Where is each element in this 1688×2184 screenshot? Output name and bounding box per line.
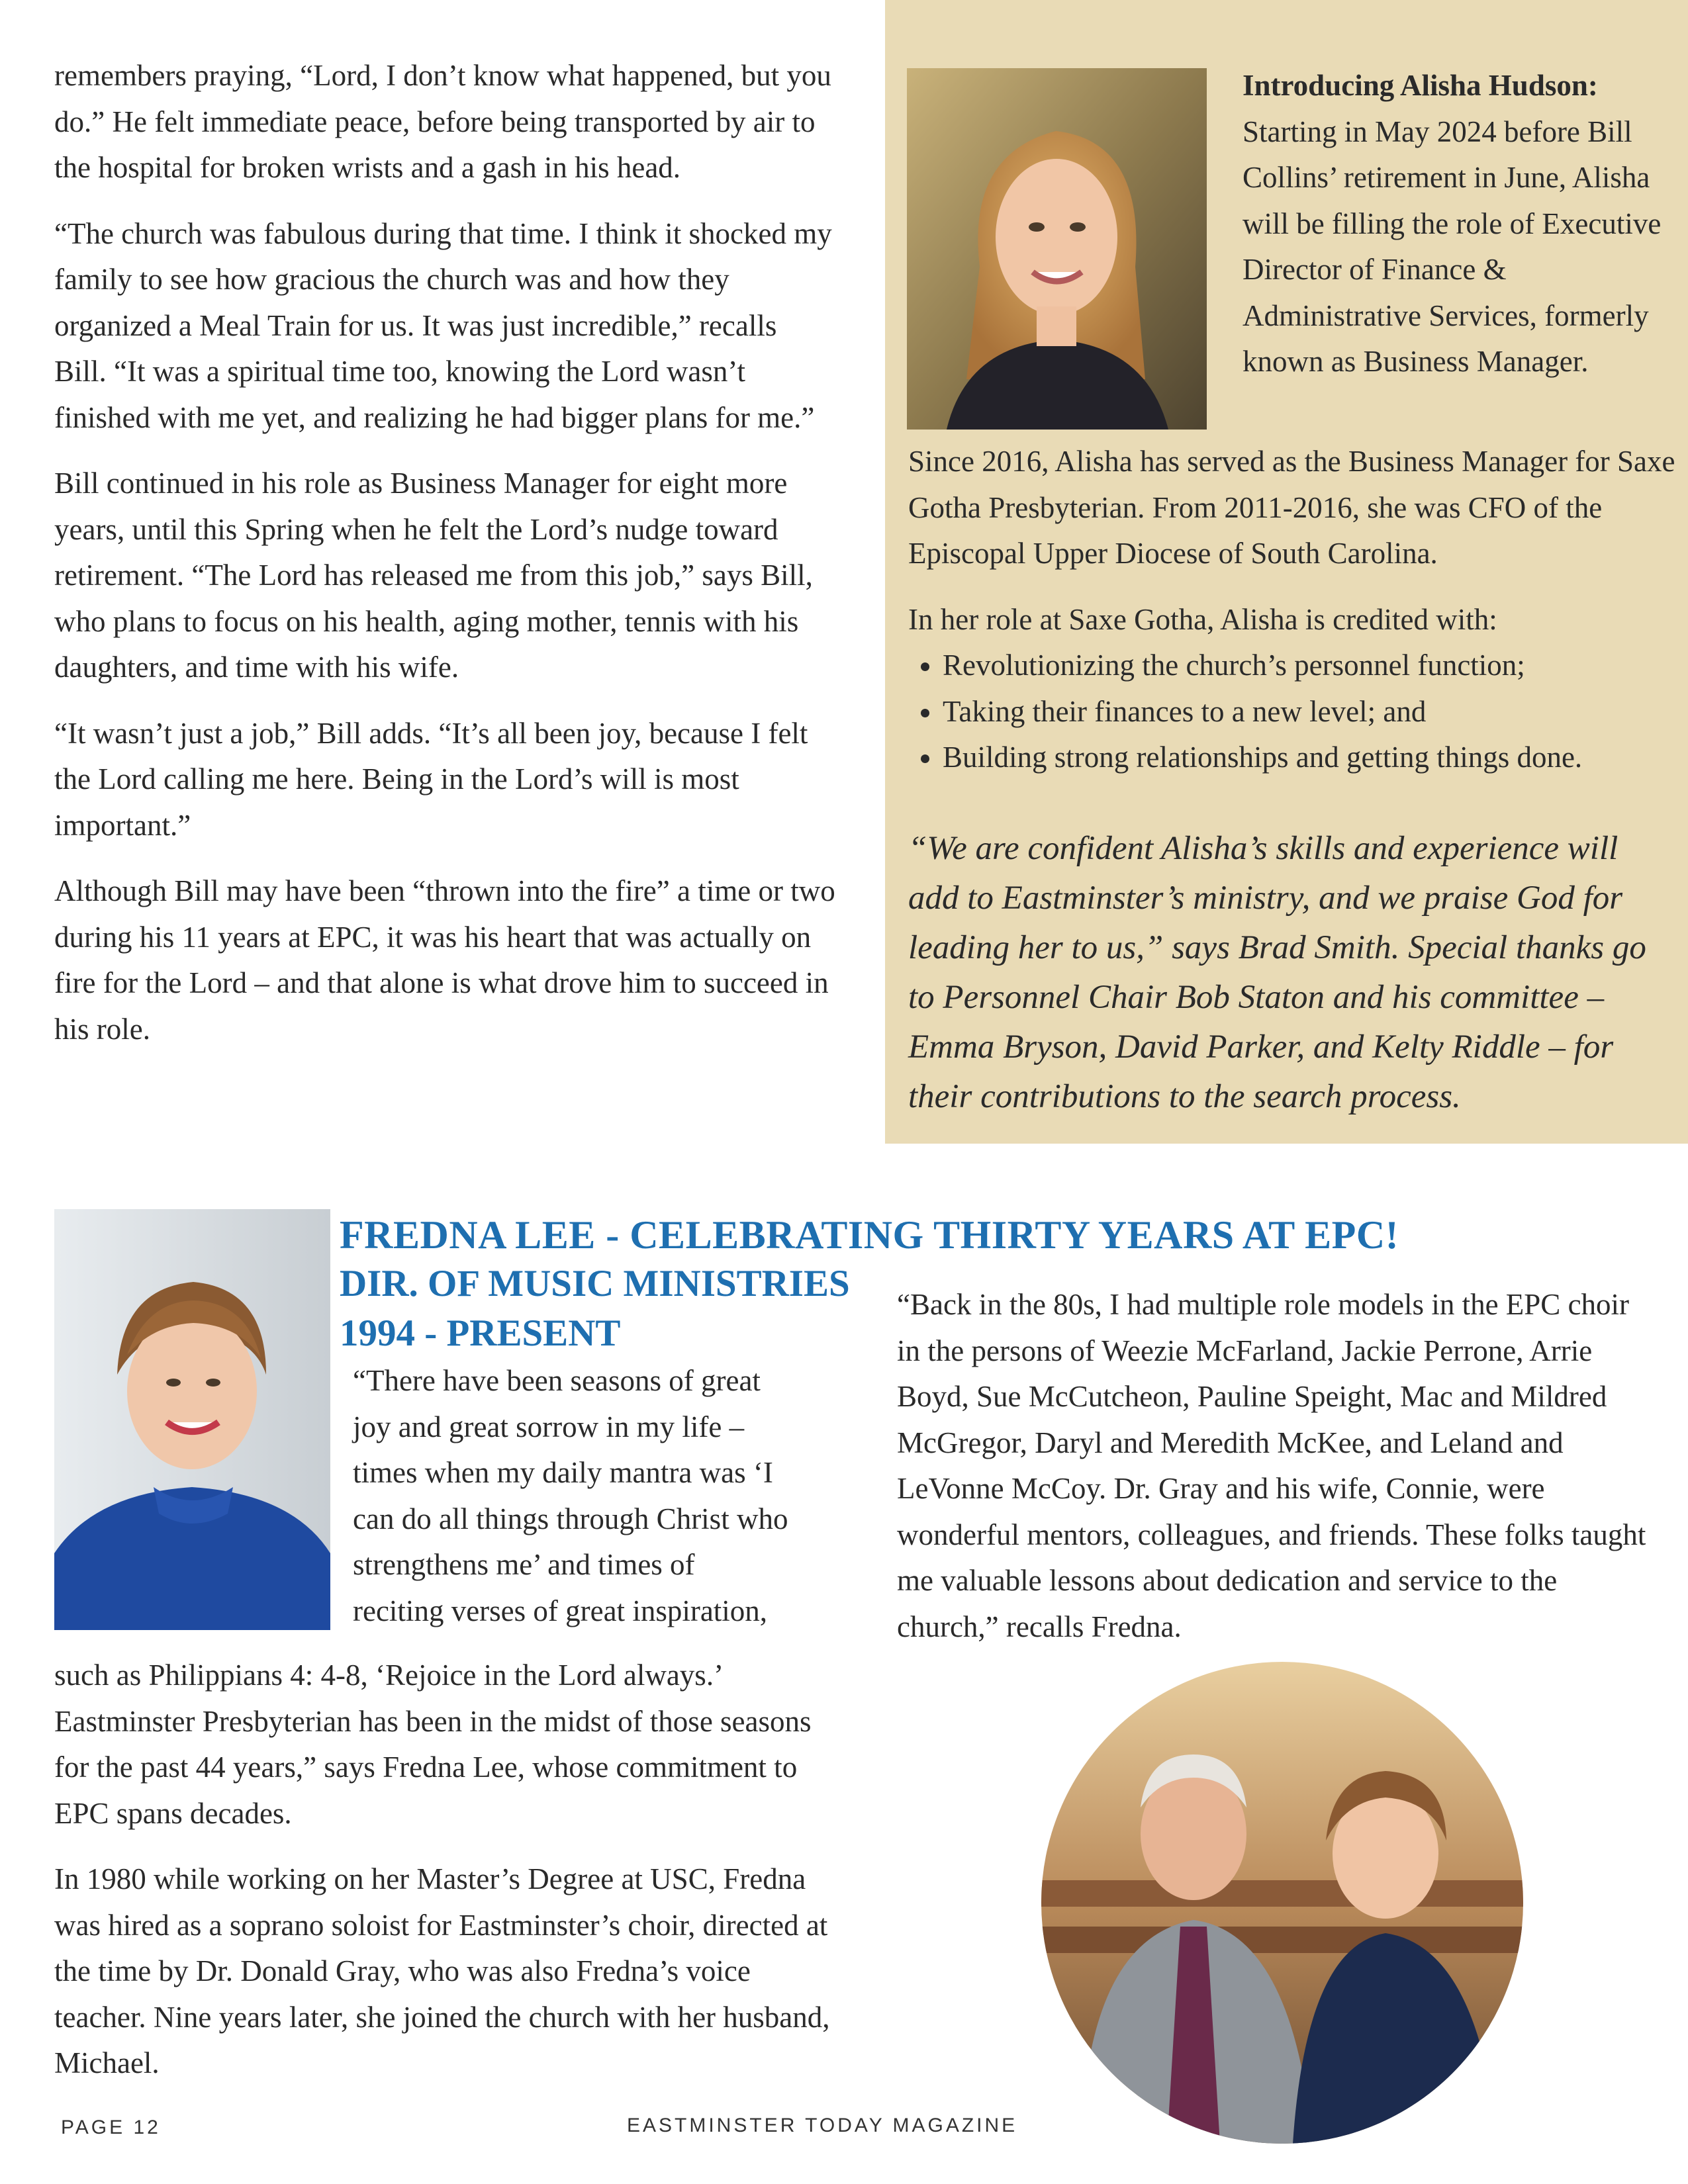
bill-article-column <box>54 53 835 1072</box>
article-paragraph: Bill continued in his role as Business Manager for eight more years, until this Spring when he felt the Lord’s nudge toward retirement. “The Lord has released me from this job,” says Bill, who plans to focus on his health, aging mother, tennis with his daughters, and time with his wife. <box>54 467 813 684</box>
article-paragraph: In 1980 while working on her Master’s Degree at USC, Fredna was hired as a soprano soloist for Eastminster’s choir, directed at the time by Dr. Donald Gray, who was also Fredna’s voice teacher. Nine years later, she joined the church with her husband, Michael. <box>54 1862 830 2079</box>
sidebar-quote: “We are confident Alisha’s skills and experience will add to Eastminster’s ministry, and we praise God for leading her to us,” says Brad Smith. Special thanks go to Personnel Chair Bob Staton and his committee – Emma Bryson, David Parker, and Kelty Riddle – for their contributions to the search process. <box>908 830 1646 1115</box>
alisha-background-paragraph: Since 2016, Alisha has served as the Business Manager for Saxe Gotha Presbyterian. From 2011-2016, she was CFO of the Episcopal Upper Diocese of South Carolina. <box>908 445 1675 570</box>
article-paragraph: remembers praying, “Lord, I don’t know what happened, but you do.” He felt immediate peace, before being transported by air to the hospital for broken wrists and a gash in his head. <box>54 59 831 184</box>
article-paragraph: Although Bill may have been “thrown into the fire” a time or two during his 11 years at EPC, it was his heart that was actually on fire for the Lord – and that alone is what drove him to succeed in his role. <box>54 874 835 1046</box>
sidebar-intro-text: Starting in May 2024 before Bill Collins’ retirement in June, Alisha will be filling the role of Executive Director of Finance & Administrative Services, formerly known as Business Manager. <box>1243 114 1662 378</box>
list-item: • Building strong relationships and getting things done. <box>943 735 1676 781</box>
alisha-credits-list <box>908 643 1676 781</box>
fredna-lee-photo <box>54 1209 330 1630</box>
fredna-subtitle <box>340 1259 850 1358</box>
fredna-quote-wrap <box>353 1358 790 1654</box>
alisha-portrait-image <box>907 68 1207 430</box>
alisha-list-intro: In her role at Saxe Gotha, Alisha is credited with: <box>908 602 1497 636</box>
fredna-role: DIR. OF MUSIC MINISTRIES <box>340 1263 850 1304</box>
alisha-body <box>908 439 1676 781</box>
couple-portrait-image <box>1041 1662 1523 2144</box>
sidebar-heading: Introducing Alisha Hudson: <box>1243 69 1598 102</box>
fredna-right-column <box>897 1282 1652 1670</box>
list-item: • Revolutionizing the church’s personnel function; <box>943 643 1676 689</box>
article-paragraph: such as Philippians 4: 4-8, ‘Rejoice in the Lord always.’ Eastminster Presbyterian has been in the midst of those seasons for the past 44 years,” says Fredna Lee, whose commitment to EPC spans decades. <box>54 1659 812 1830</box>
fredna-tenure: 1994 - PRESENT <box>340 1312 621 1354</box>
article-paragraph: “The church was fabulous during that time. I think it shocked my family to see how gracious the church was and how they organized a Meal Train for us. It was just incredible,” recalls Bill. “It was a spiritual time too, knowing the Lord wasn’t finished with me yet, and realizing he had bigger plans for me.” <box>54 216 832 434</box>
article-paragraph: “Back in the 80s, I had multiple role models in the EPC choir in the persons of Weezie McFarland, Jackie Perrone, Arrie Boyd, Sue McCutcheon, Pauline Speight, Mac and Mildred McGregor, Daryl and Meredith McKee, and Leland and LeVonne McCoy. Dr. Gray and his wife, Connie, were wonderful mentors, colleagues, and friends. These folks taught me valuable lessons about dedication and service to the church,” recalls Fredna. <box>897 1288 1646 1643</box>
article-paragraph: “There have been seasons of great joy and great sorrow in my life – times when my daily mantra was ‘I can do all things through Christ who strengthens me’ and times of reciting verses of great inspiration, <box>353 1364 788 1627</box>
page-number: PAGE 12 <box>61 2116 161 2138</box>
fredna-headline: FREDNA LEE - CELEBRATING THIRTY YEARS AT EPC! <box>340 1213 1399 1257</box>
list-item: • Taking their finances to a new level; and <box>943 689 1676 735</box>
alisha-intro <box>1243 63 1673 385</box>
alisha-hudson-photo <box>907 68 1207 430</box>
magazine-name: EASTMINSTER TODAY MAGAZINE <box>627 2115 1018 2136</box>
fredna-and-michael-photo <box>1041 1662 1523 2144</box>
alisha-sidebar <box>885 0 1688 1144</box>
fredna-portrait-image <box>54 1209 330 1630</box>
fredna-article-column <box>54 1653 835 2107</box>
article-paragraph: “It wasn’t just a job,” Bill adds. “It’s all been joy, because I felt the Lord calling me here. Being in the Lord’s will is most important.” <box>54 716 808 842</box>
